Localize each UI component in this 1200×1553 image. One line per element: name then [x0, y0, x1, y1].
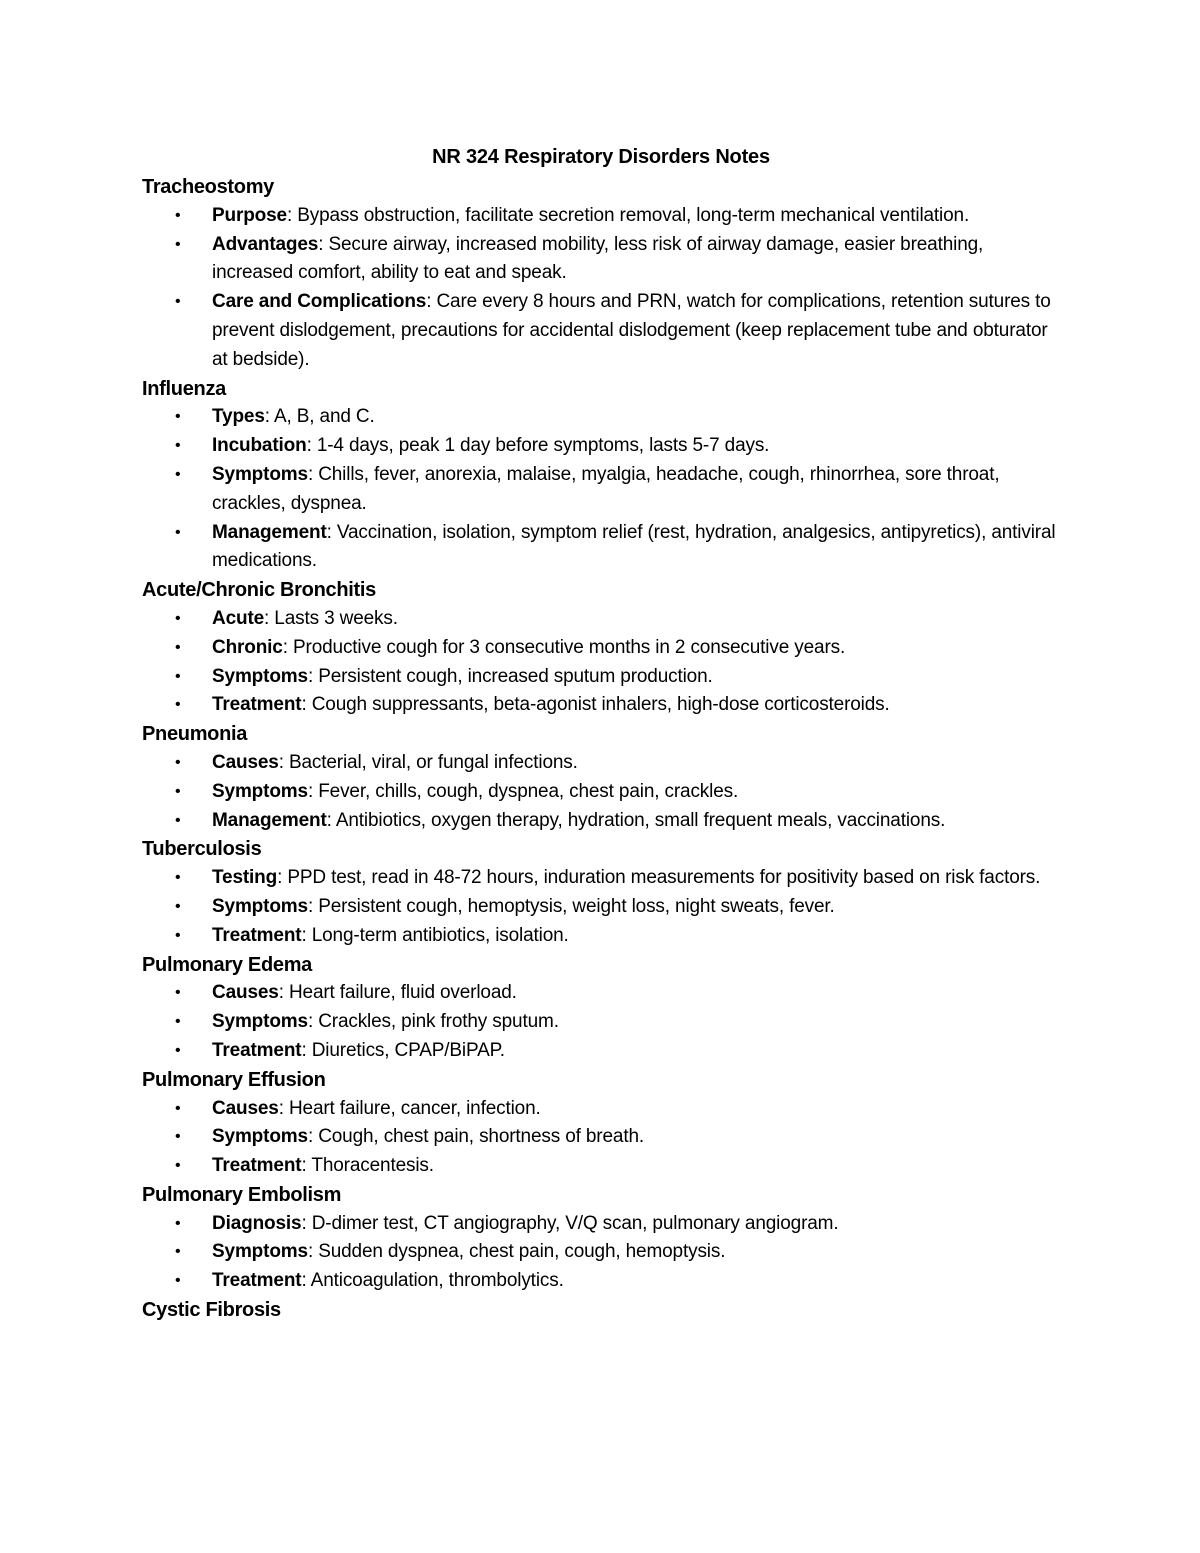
list-item [142, 864, 1060, 893]
item-term: Management [212, 809, 327, 831]
bullet-list [142, 1210, 1060, 1296]
list-item [142, 519, 1060, 577]
bullet-icon: • [175, 696, 181, 714]
list-item [142, 1152, 1060, 1181]
list-item [142, 288, 1060, 374]
item-description: : Fever, chills, cough, dyspnea, chest pain, crackles. [307, 780, 739, 802]
list-item [142, 1210, 1060, 1239]
item-description: : Care every 8 hours and PRN, watch for complications, retention sutures to prevent dislodgement, precautions for accidental dislodgement (keep replacement tube and obturator at bedside). [212, 291, 1051, 370]
bullet-icon: • [175, 1214, 181, 1232]
list-item [142, 1123, 1060, 1152]
list-item [142, 893, 1060, 922]
page-title: NR 324 Respiratory Disorders Notes [432, 146, 770, 168]
list-item [142, 663, 1060, 692]
item-term: Testing [212, 867, 278, 889]
item-term: Treatment [212, 1155, 302, 1177]
item-term: Diagnosis [212, 1212, 302, 1234]
bullet-icon: • [175, 1157, 181, 1175]
item-term: Symptoms [212, 1241, 308, 1263]
list-item [142, 432, 1060, 461]
list-item [142, 231, 1060, 289]
section-heading: Tuberculosis [142, 838, 262, 861]
section-heading: Influenza [142, 377, 226, 400]
bullet-icon: • [175, 984, 181, 1002]
item-term: Causes [212, 982, 279, 1004]
bullet-icon: • [175, 753, 181, 771]
list-item [142, 922, 1060, 951]
item-description: : Crackles, pink frothy sputum. [307, 1011, 559, 1033]
list-item [142, 403, 1060, 432]
item-term: Symptoms [212, 463, 308, 485]
list-item [142, 202, 1060, 231]
bullet-list [142, 749, 1060, 835]
item-term: Advantages [212, 233, 319, 255]
item-description: : PPD test, read in 48-72 hours, induration measurements for positivity based on risk factors. [277, 867, 1041, 889]
item-description: : D-dimer test, CT angiography, V/Q scan, pulmonary angiogram. [301, 1212, 839, 1234]
list-item [142, 634, 1060, 663]
item-term: Treatment [212, 694, 302, 716]
list-item [142, 979, 1060, 1008]
bullet-icon: • [175, 1272, 181, 1290]
bullet-icon: • [175, 1243, 181, 1261]
bullet-icon: • [175, 465, 181, 483]
item-description: : A, B, and C. [264, 406, 375, 428]
item-description: : Sudden dyspnea, chest pain, cough, hemoptysis. [307, 1241, 726, 1263]
item-term: Causes [212, 751, 279, 773]
item-term: Chronic [212, 636, 283, 658]
item-description: : Long-term antibiotics, isolation. [301, 924, 569, 946]
item-description: : Anticoagulation, thrombolytics. [301, 1270, 564, 1292]
bullet-icon: • [175, 1013, 181, 1031]
bullet-list [142, 1095, 1060, 1181]
bullet-icon: • [175, 609, 181, 627]
list-item [142, 605, 1060, 634]
bullet-icon: • [175, 782, 181, 800]
item-term: Symptoms [212, 1126, 308, 1148]
item-description: : Productive cough for 3 consecutive months in 2 consecutive years. [282, 636, 846, 658]
item-description: : Cough suppressants, beta-agonist inhalers, high-dose corticosteroids. [301, 694, 890, 716]
bullet-icon: • [175, 235, 181, 253]
bullet-icon: • [175, 1041, 181, 1059]
section-heading: Pneumonia [142, 723, 248, 746]
item-description: : Secure airway, increased mobility, less risk of airway damage, easier breathing, increased comfort, ability to eat and speak. [212, 233, 984, 284]
item-description: : Chills, fever, anorexia, malaise, myalgia, headache, cough, rhinorrhea, sore throat, crackles, dyspnea. [212, 463, 1000, 514]
item-term: Treatment [212, 1270, 302, 1292]
item-term: Types [212, 406, 265, 428]
list-item [142, 1095, 1060, 1124]
bullet-icon: • [175, 408, 181, 426]
bullet-icon: • [175, 206, 181, 224]
bullet-icon: • [175, 437, 181, 455]
list-item [142, 1008, 1060, 1037]
bullet-list [142, 864, 1060, 950]
section-heading: Pulmonary Embolism [142, 1183, 342, 1206]
item-description: : 1-4 days, peak 1 day before symptoms, lasts 5-7 days. [306, 435, 770, 457]
item-description: : Persistent cough, increased sputum production. [307, 665, 713, 687]
notes-body [142, 173, 1060, 1325]
bullet-list [142, 979, 1060, 1065]
section-heading: Pulmonary Effusion [142, 1068, 326, 1091]
list-item [142, 1267, 1060, 1296]
item-description: : Diuretics, CPAP/BiPAP. [301, 1039, 505, 1061]
item-term: Causes [212, 1097, 279, 1119]
item-description: : Persistent cough, hemoptysis, weight loss, night sweats, fever. [307, 895, 835, 917]
bullet-list [142, 605, 1060, 720]
item-description: : Heart failure, fluid overload. [278, 982, 517, 1004]
list-item [142, 807, 1060, 836]
item-description: : Bacterial, viral, or fungal infections. [278, 751, 578, 773]
item-term: Care and Complications [212, 291, 427, 313]
item-term: Treatment [212, 924, 302, 946]
list-item [142, 691, 1060, 720]
bullet-list [142, 202, 1060, 375]
bullet-icon: • [175, 638, 181, 656]
item-term: Incubation [212, 435, 307, 457]
item-term: Acute [212, 607, 265, 629]
bullet-icon: • [175, 811, 181, 829]
item-description: : Vaccination, isolation, symptom relief (rest, hydration, analgesics, antipyretics), antiviral medications. [212, 521, 1056, 572]
item-term: Symptoms [212, 780, 308, 802]
bullet-icon: • [175, 926, 181, 944]
item-description: : Thoracentesis. [301, 1155, 434, 1177]
bullet-icon: • [175, 897, 181, 915]
item-term: Symptoms [212, 665, 308, 687]
bullet-icon: • [175, 869, 181, 887]
item-description: : Antibiotics, oxygen therapy, hydration, small frequent meals, vaccinations. [326, 809, 946, 831]
item-description: : Cough, chest pain, shortness of breath. [307, 1126, 644, 1148]
list-item [142, 1037, 1060, 1066]
list-item [142, 1238, 1060, 1267]
item-description: : Heart failure, cancer, infection. [278, 1097, 541, 1119]
list-item [142, 461, 1060, 519]
bullet-icon: • [175, 1128, 181, 1146]
item-term: Treatment [212, 1039, 302, 1061]
item-description: : Lasts 3 weeks. [264, 607, 398, 629]
list-item [142, 749, 1060, 778]
section-heading: Tracheostomy [142, 176, 275, 198]
bullet-icon: • [175, 293, 181, 311]
item-term: Purpose [212, 204, 287, 226]
section-heading: Acute/Chronic Bronchitis [142, 579, 376, 602]
item-description: : Bypass obstruction, facilitate secretion removal, long-term mechanical ventilation. [286, 204, 970, 226]
item-term: Symptoms [212, 1011, 308, 1033]
bullet-icon: • [175, 1099, 181, 1117]
section-heading: Pulmonary Edema [142, 953, 313, 976]
bullet-icon: • [175, 667, 181, 685]
section-heading: Cystic Fibrosis [142, 1299, 281, 1322]
list-item [142, 778, 1060, 807]
item-term: Management [212, 521, 327, 543]
bullet-list [142, 403, 1060, 576]
bullet-icon: • [175, 523, 181, 541]
item-term: Symptoms [212, 895, 308, 917]
